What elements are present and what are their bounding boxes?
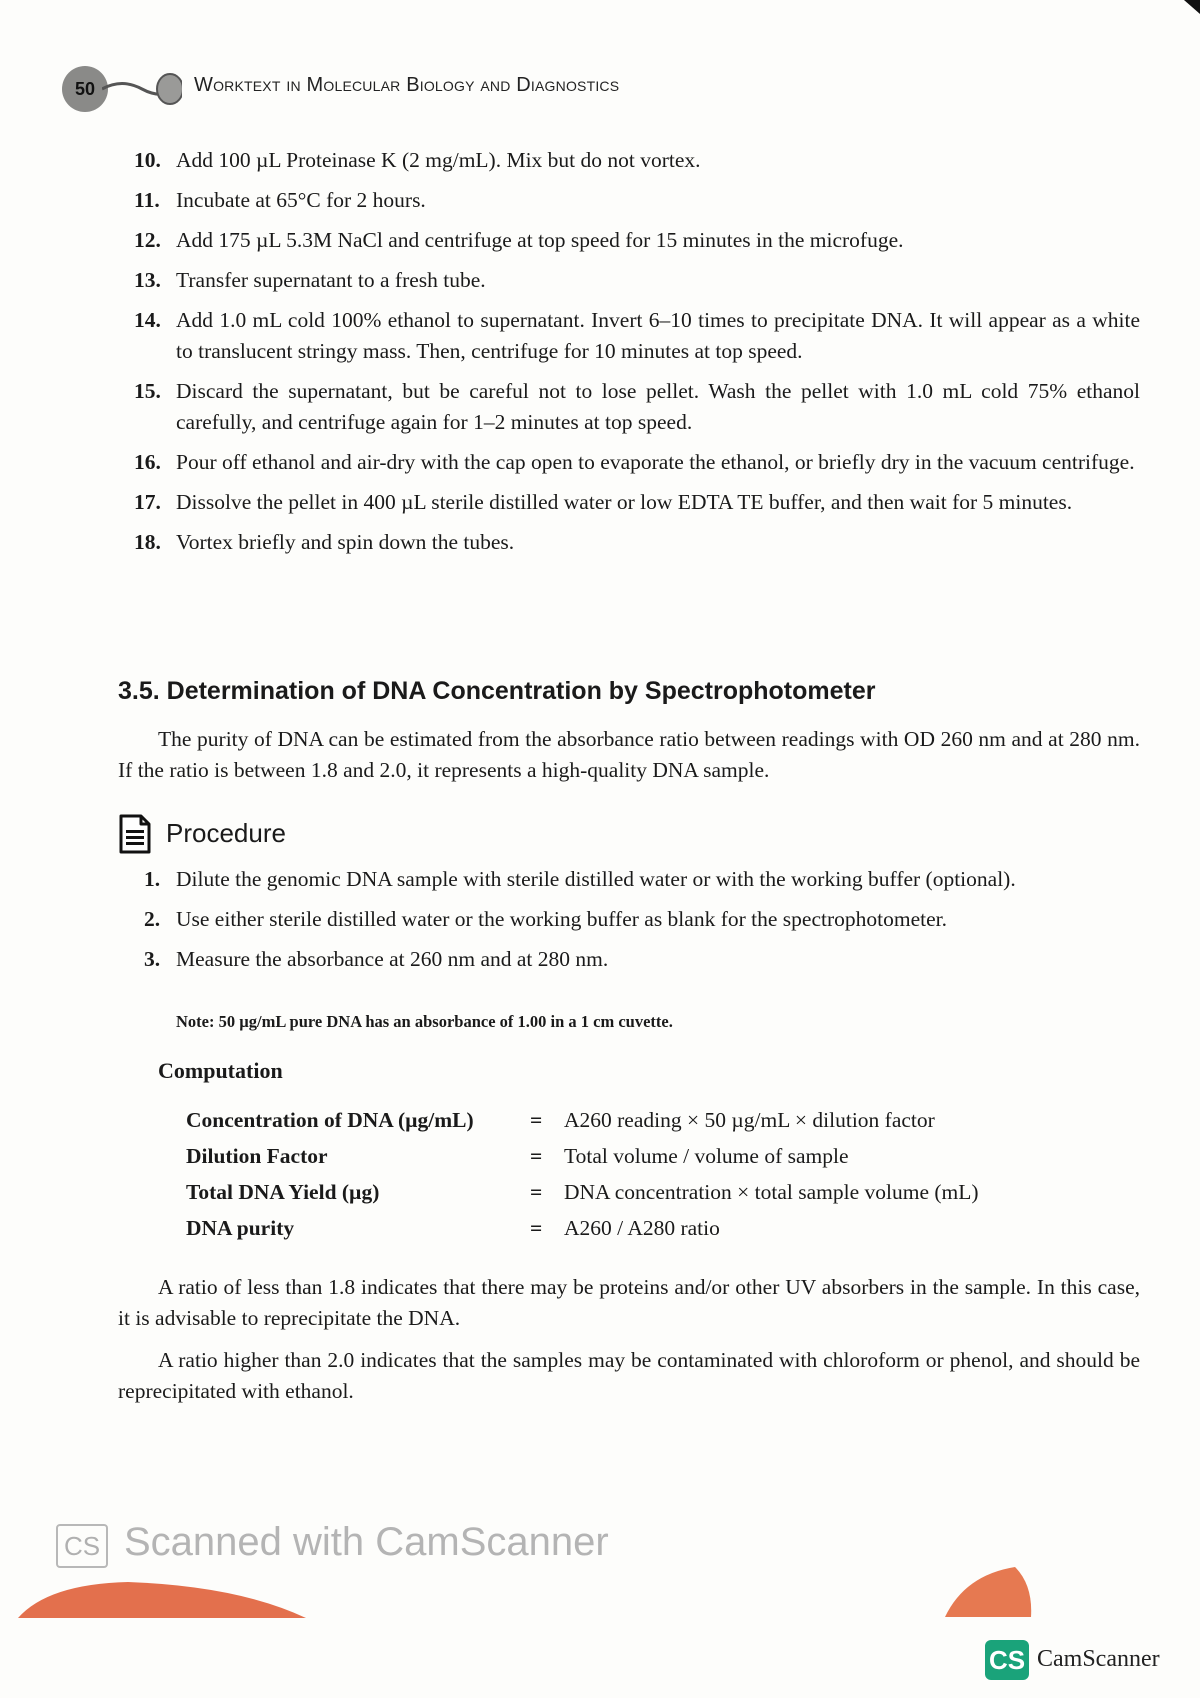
section-intro-paragraph: The purity of DNA can be estimated from the absorbance ratio between readings with OD 260 nm and at 280 nm. If the ratio is between 1.8 and 2.0, it represents a high-quality DNA sample. [118,727,1140,782]
protocol-steps-continued [130,145,1140,567]
formula-row [186,1210,1086,1246]
document-icon [118,814,152,854]
list-item [140,944,1140,975]
running-head: Worktext in Molecular Biology and Diagnostics [194,74,620,96]
step-number: 17. [134,490,161,514]
formula-value: Total volume / volume of sample [564,1144,849,1168]
corner-mark-icon [1182,0,1200,18]
finger-shadow-left [18,1580,308,1620]
formula-value: A260 reading × 50 µg/mL × dilution factor [564,1108,935,1132]
step-number: 16. [134,450,161,474]
formula-label: Concentration of DNA (µg/mL) [186,1108,474,1132]
list-item [130,447,1140,478]
step-number: 15. [134,379,161,403]
ratio-low-paragraph: A ratio of less than 1.8 indicates that there may be proteins and/or other UV absorbers in the sample. In this case, it is advisable to reprecipitate the DNA. [118,1275,1140,1330]
formula-row [186,1174,1086,1210]
list-item [130,265,1140,296]
step-number: 3. [144,947,161,971]
list-item [130,527,1140,558]
section-title: 3.5. Determination of DNA Concentration by Spectrophotometer [118,677,876,705]
list-item [140,864,1140,895]
list-item [130,185,1140,216]
step-number: 2. [144,907,161,931]
camscanner-logo-icon: CS [985,1640,1029,1680]
step-number: 12. [134,228,161,252]
computation-formulas [186,1102,1086,1246]
step-number: 13. [134,268,161,292]
formula-row [186,1138,1086,1174]
step-text: Pour off ethanol and air-dry with the cap open to evaporate the ethanol, or briefly dry in the vacuum centrifuge. [176,450,1135,474]
camscanner-logo-text: CamScanner [1037,1646,1160,1672]
step-text: Add 100 µL Proteinase K (2 mg/mL). Mix but do not vortex. [176,148,701,172]
procedure-note: Note: 50 µg/mL pure DNA has an absorbance of 1.00 in a 1 cm cuvette. [176,1012,673,1031]
step-number: 14. [134,308,161,332]
list-item [130,305,1140,367]
camscanner-watermark-badge: CS [56,1524,108,1568]
list-item [140,904,1140,935]
step-number: 1. [144,867,161,891]
step-text: Add 175 µL 5.3M NaCl and centrifuge at top speed for 15 minutes in the microfuge. [176,228,904,252]
step-text: Use either sterile distilled water or the working buffer as blank for the spectrophotometer. [176,907,947,931]
page-number: 50 [74,78,96,99]
list-item [130,487,1140,518]
list-item [130,225,1140,256]
step-number: 18. [134,530,161,554]
ratio-high-paragraph: A ratio higher than 2.0 indicates that the samples may be contaminated with chloroform or phenol, and should be reprecipitated with ethanol. [118,1348,1140,1403]
finger-shadow-right [945,1565,1035,1617]
step-text: Add 1.0 mL cold 100% ethanol to supernatant. Invert 6–10 times to precipitate DNA. It will appear as a white to translucent stringy mass. Then, centrifuge for 10 minutes at top speed. [176,308,1140,363]
step-text: Transfer supernatant to a fresh tube. [176,268,486,292]
procedure-title: Procedure [166,818,286,848]
step-number: 11. [134,188,160,212]
formula-row [186,1102,1086,1138]
step-text: Dissolve the pellet in 400 µL sterile distilled water or low EDTA TE buffer, and then wait for 5 minutes. [176,490,1073,514]
step-number: 10. [134,148,161,172]
formula-label: DNA purity [186,1216,295,1240]
procedure-steps [140,864,1140,984]
formula-equals: = [530,1108,543,1132]
step-text: Vortex briefly and spin down the tubes. [176,530,515,554]
step-text: Discard the supernatant, but be careful not to lose pellet. Wash the pellet with 1.0 mL cold 75% ethanol carefully, and centrifuge again for 1–2 minutes at top speed. [176,379,1140,434]
step-text: Measure the absorbance at 260 nm and at 280 nm. [176,947,609,971]
formula-equals: = [530,1144,543,1168]
step-text: Incubate at 65°C for 2 hours. [176,188,426,212]
step-text: Dilute the genomic DNA sample with sterile distilled water or with the working buffer (optional). [176,867,1016,891]
formula-label: Dilution Factor [186,1144,328,1168]
formula-equals: = [530,1216,543,1240]
camscanner-watermark-text: Scanned with CamScanner [124,1520,609,1564]
formula-value: A260 / A280 ratio [564,1216,720,1240]
formula-value: DNA concentration × total sample volume (mL) [564,1180,979,1204]
header-ornament-icon [102,72,182,106]
formula-equals: = [530,1180,543,1204]
page-header [62,66,782,112]
list-item [130,145,1140,176]
computation-title: Computation [158,1058,283,1083]
formula-label: Total DNA Yield (µg) [186,1180,380,1204]
list-item [130,376,1140,438]
